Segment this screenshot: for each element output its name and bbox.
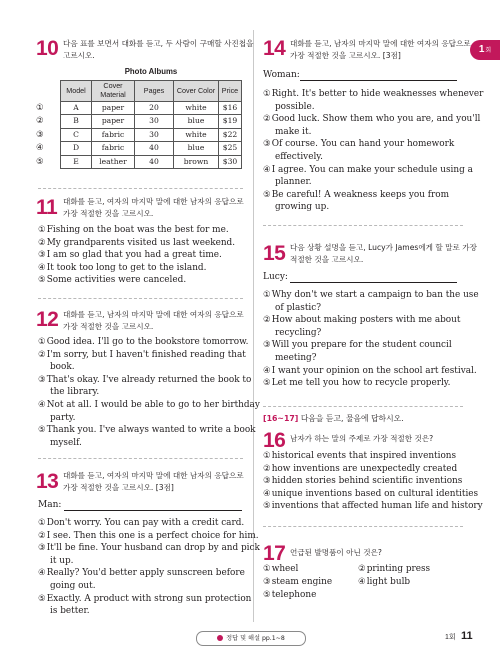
section-divider — [263, 406, 463, 407]
choice-marker: ② — [263, 114, 271, 125]
speaker-label: Woman: — [263, 70, 300, 80]
choice-marker: ⑤ — [263, 189, 271, 200]
section-divider — [263, 225, 463, 226]
question-prompt: 대화를 듣고, 남자의 마지막 말에 대한 여자의 응답으로 가장 적절한 것을 고르시오. [3점] — [290, 39, 471, 60]
table-cell: fabric — [92, 142, 135, 155]
section-divider — [38, 298, 243, 299]
option-text: I see. Then this one is a perfect choice for him. — [46, 530, 259, 541]
speaker-label: Man: — [38, 500, 62, 510]
option-text: Good luck. Show them who you are, and you'll — [271, 114, 481, 125]
table-cell: 40 — [135, 142, 174, 155]
question-prompt: 다음 표를 보면서 대화를 듣고, 두 사람이 구매할 사진첩을 고르시오. — [63, 39, 254, 60]
answer-option[interactable] — [263, 314, 460, 327]
choice-marker: ④ — [358, 577, 366, 587]
choice-marker: ① — [38, 225, 46, 235]
option-text: It'll be fine. Your husband can drop by and pick — [46, 543, 260, 554]
answer-blank — [290, 282, 457, 283]
option-text: How about making posters with me about — [271, 315, 461, 326]
option-text-continued: growing up. — [275, 202, 330, 213]
answer-option[interactable] — [38, 424, 256, 437]
answer-option[interactable] — [38, 542, 260, 555]
speaker-label: Lucy: — [263, 272, 288, 282]
option-text: printing press — [366, 564, 431, 574]
option-text: historical events that inspired inventions — [271, 451, 457, 461]
option-text: unique inventions based on cultural identities — [271, 488, 479, 499]
choice-marker: ⑤ — [38, 275, 46, 286]
answer-option[interactable] — [38, 593, 251, 606]
choice-marker: ⑤ — [38, 425, 46, 436]
option-text: I am so glad that you had a great time. — [46, 250, 222, 261]
question-number: 10 — [36, 37, 59, 60]
choice-marker[interactable]: ② — [36, 116, 44, 127]
table-header-row — [61, 81, 242, 102]
option-text: It took too long to get to the island. — [46, 262, 207, 273]
option-text: Be careful! A weakness keeps you from — [271, 189, 450, 200]
choice-marker: ④ — [263, 164, 271, 175]
option-text-continued: it up. — [50, 555, 74, 566]
answer-blank — [64, 510, 242, 511]
answer-option[interactable] — [38, 274, 186, 287]
answer-option[interactable] — [263, 365, 477, 378]
option-text-continued: make it. — [275, 126, 312, 137]
answer-blank — [300, 80, 457, 81]
choice-marker: ⑤ — [263, 378, 271, 389]
option-text: Exactly. A product with strong sun protection — [46, 593, 252, 604]
choice-marker: ④ — [38, 262, 46, 273]
table-title: Photo Albums — [124, 67, 178, 76]
answer-option[interactable] — [38, 336, 248, 349]
option-text: That's okay. I've already returned the book to — [46, 374, 252, 385]
table-cell: 30 — [135, 115, 174, 128]
table-cell: brown — [174, 155, 219, 168]
answer-option[interactable] — [263, 475, 462, 488]
page-label: 1회 — [445, 634, 456, 641]
choice-marker: ① — [263, 290, 271, 300]
choice-marker: ③ — [263, 577, 271, 587]
choice-marker: ① — [38, 337, 46, 347]
option-text: Really? You'd better apply sunscreen before — [46, 568, 245, 579]
question-number: 12 — [36, 308, 59, 331]
option-text: My grandparents visited us last weekend. — [46, 237, 236, 248]
answer-option[interactable] — [263, 563, 298, 576]
question-number: 17 — [263, 542, 286, 565]
table-cell: blue — [174, 142, 219, 155]
question-prompt: 대화를 듣고, 남자의 마지막 말에 대한 여자의 응답으로 가장 적절한 것을 고르시오. — [63, 310, 244, 331]
section-divider — [38, 188, 243, 189]
answer-option[interactable] — [38, 374, 251, 387]
answer-option[interactable] — [263, 377, 450, 390]
choice-marker[interactable]: ④ — [36, 143, 44, 154]
choice-marker: ③ — [38, 543, 46, 554]
table-cell: leather — [92, 155, 135, 168]
option-text-continued: possible. — [275, 101, 315, 112]
choice-marker: ④ — [38, 400, 46, 410]
table-header: Price — [219, 81, 242, 102]
table-cell: 30 — [135, 128, 174, 141]
answer-option[interactable] — [263, 450, 456, 463]
answer-option[interactable] — [38, 262, 206, 275]
section-divider — [38, 458, 243, 459]
choice-marker: ③ — [263, 340, 271, 351]
option-text-continued: of plastic? — [275, 302, 321, 313]
option-text: Don't worry. You can pay with a credit card. — [46, 518, 245, 528]
choice-marker[interactable]: ③ — [36, 129, 44, 140]
question-prompt: 대화를 듣고, 여자의 마지막 말에 대한 남자의 응답으로 가장 적절한 것을 고르시오. — [63, 197, 244, 218]
choice-marker: ② — [38, 349, 46, 360]
table-cell: C — [61, 128, 92, 141]
table-cell: fabric — [92, 128, 135, 141]
option-text: telephone — [271, 590, 317, 600]
table-cell: $16 — [219, 102, 242, 115]
option-text: wheel — [271, 564, 299, 574]
answer-option[interactable] — [263, 488, 478, 501]
table-cell: B — [61, 115, 92, 128]
option-text-continued: is better. — [50, 606, 90, 617]
question-number: 16 — [263, 429, 286, 452]
choice-marker: ② — [38, 530, 46, 541]
answer-option[interactable] — [38, 249, 222, 262]
choice-marker: ④ — [38, 568, 46, 579]
table-cell: $25 — [219, 142, 242, 155]
question-number: 15 — [263, 242, 286, 265]
answer-option[interactable] — [358, 576, 410, 589]
answer-option[interactable] — [263, 589, 316, 602]
option-text-continued: planner. — [275, 177, 312, 188]
choice-marker: ③ — [263, 476, 271, 487]
table-cell: D — [61, 142, 92, 155]
table-header: Model — [61, 81, 92, 102]
option-text: Will you prepare for the student council — [271, 340, 452, 351]
question-number: 11 — [36, 196, 58, 219]
option-text-continued: myself. — [50, 437, 82, 448]
answer-option[interactable] — [263, 164, 473, 177]
choice-marker: ⑤ — [263, 590, 271, 600]
question-prompt: 대화를 듣고, 여자의 마지막 말에 대한 남자의 응답으로 가장 적절한 것을 고르시오. [3점] — [63, 471, 244, 492]
bullet-icon — [217, 635, 223, 641]
option-text: inventions that affected human life and history — [271, 501, 483, 512]
choice-marker: ① — [38, 518, 46, 528]
choice-marker: ③ — [38, 250, 46, 261]
answer-option[interactable] — [263, 289, 479, 302]
option-text: Some activities were canceled. — [46, 275, 187, 286]
choice-marker: ④ — [263, 365, 271, 376]
table-row — [61, 155, 242, 168]
option-text-continued: book. — [50, 362, 75, 373]
table-cell: white — [174, 128, 219, 141]
table-cell: E — [61, 155, 92, 168]
answer-option[interactable] — [38, 567, 245, 580]
option-text: Let me tell you how to recycle properly. — [271, 378, 451, 389]
table-cell: 20 — [135, 102, 174, 115]
option-text-continued: going out. — [50, 581, 96, 591]
question-number: 13 — [36, 470, 59, 493]
answer-option[interactable] — [263, 576, 332, 589]
table-row — [61, 128, 242, 141]
choice-marker: ① — [263, 564, 271, 574]
answer-option[interactable] — [263, 339, 452, 352]
option-text: Why don't we start a campaign to ban the use — [271, 290, 479, 300]
answer-option[interactable] — [38, 349, 246, 362]
option-text-continued: the library. — [50, 387, 100, 398]
table-header: Cover Color — [174, 81, 219, 102]
option-text-continued: effectively. — [275, 152, 323, 162]
option-text: Fishing on the boat was the best for me. — [46, 225, 229, 235]
choice-marker: ① — [263, 89, 271, 99]
answer-option[interactable] — [38, 224, 229, 237]
answer-option[interactable] — [263, 500, 483, 513]
option-text-continued: recycling? — [275, 327, 322, 338]
option-text: I want your opinion on the school art festival. — [271, 365, 477, 376]
table-cell: paper — [92, 102, 135, 115]
answer-option[interactable] — [263, 113, 480, 126]
answer-option[interactable] — [263, 189, 449, 202]
table-row — [61, 102, 242, 115]
question-prompt: 남자가 하는 말의 주제로 가장 적절한 것은? — [290, 434, 434, 443]
test-round-tab: 1회 — [470, 40, 500, 60]
choice-marker: ③ — [263, 139, 271, 150]
question-prompt: 다음 상황 설명을 듣고, Lucy가 James에게 할 말로 가장 적절한 것을 고르시오. — [290, 243, 477, 264]
question-prompt: 언급된 발명품이 아닌 것은? — [290, 548, 382, 557]
table-cell: 40 — [135, 155, 174, 168]
option-text: hidden stories behind scientific inventions — [271, 476, 463, 487]
page-number: 11 — [461, 630, 473, 642]
option-text: I agree. You can make your schedule using a — [271, 164, 473, 175]
group-instruction: [16~17] 다음을 듣고, 물음에 답하시오. — [263, 414, 404, 423]
question-number: 14 — [263, 37, 286, 60]
table-cell: blue — [174, 115, 219, 128]
option-text: how inventions are unexpectedly created — [271, 463, 458, 474]
table-row — [61, 142, 242, 155]
table-cell: paper — [92, 115, 135, 128]
option-text: light bulb — [366, 577, 411, 587]
option-text: I'm sorry, but I haven't finished reading that — [46, 349, 246, 360]
choice-marker: ① — [263, 451, 271, 461]
option-text: Not at all. I would be able to go to her birthday — [46, 400, 260, 410]
table-cell: white — [174, 102, 219, 115]
option-text: Good idea. I'll go to the bookstore tomorrow. — [46, 337, 249, 347]
choice-marker: ⑤ — [38, 593, 46, 604]
table-cell: $19 — [219, 115, 242, 128]
table-cell: A — [61, 102, 92, 115]
option-text: steam engine — [271, 577, 333, 587]
option-text: Thank you. I've always wanted to write a book — [46, 425, 256, 436]
choice-marker[interactable]: ⑤ — [36, 156, 44, 167]
answer-reference: 정답 및 해설 pp.1~8 — [196, 631, 306, 646]
choice-marker[interactable]: ① — [36, 103, 44, 113]
answer-option[interactable] — [38, 530, 259, 543]
answer-option[interactable] — [263, 463, 457, 476]
choice-marker: ② — [263, 463, 271, 474]
answer-option[interactable] — [38, 237, 235, 250]
choice-marker: ② — [358, 564, 366, 574]
option-text: Of course. You can hand your homework — [271, 139, 455, 150]
choice-marker: ④ — [263, 488, 271, 499]
option-text-continued: party. — [50, 412, 76, 423]
choice-marker: ② — [38, 237, 46, 248]
table-row — [61, 115, 242, 128]
table-cell: $22 — [219, 128, 242, 141]
choice-marker: ③ — [38, 374, 46, 385]
photo-albums-table — [60, 80, 242, 169]
option-text-continued: meeting? — [275, 353, 317, 363]
answer-option[interactable] — [358, 563, 430, 576]
section-divider — [263, 526, 463, 527]
option-text: Right. It's better to hide weaknesses whenever — [271, 89, 484, 99]
table-header: Pages — [135, 81, 174, 102]
answer-option[interactable] — [263, 88, 483, 101]
answer-option[interactable] — [38, 517, 244, 530]
answer-option[interactable] — [263, 138, 454, 151]
table-cell: $30 — [219, 155, 242, 168]
choice-marker: ② — [263, 315, 271, 326]
answer-option[interactable] — [38, 399, 260, 412]
choice-marker: ⑤ — [263, 501, 271, 512]
table-header: Cover Material — [92, 81, 135, 102]
